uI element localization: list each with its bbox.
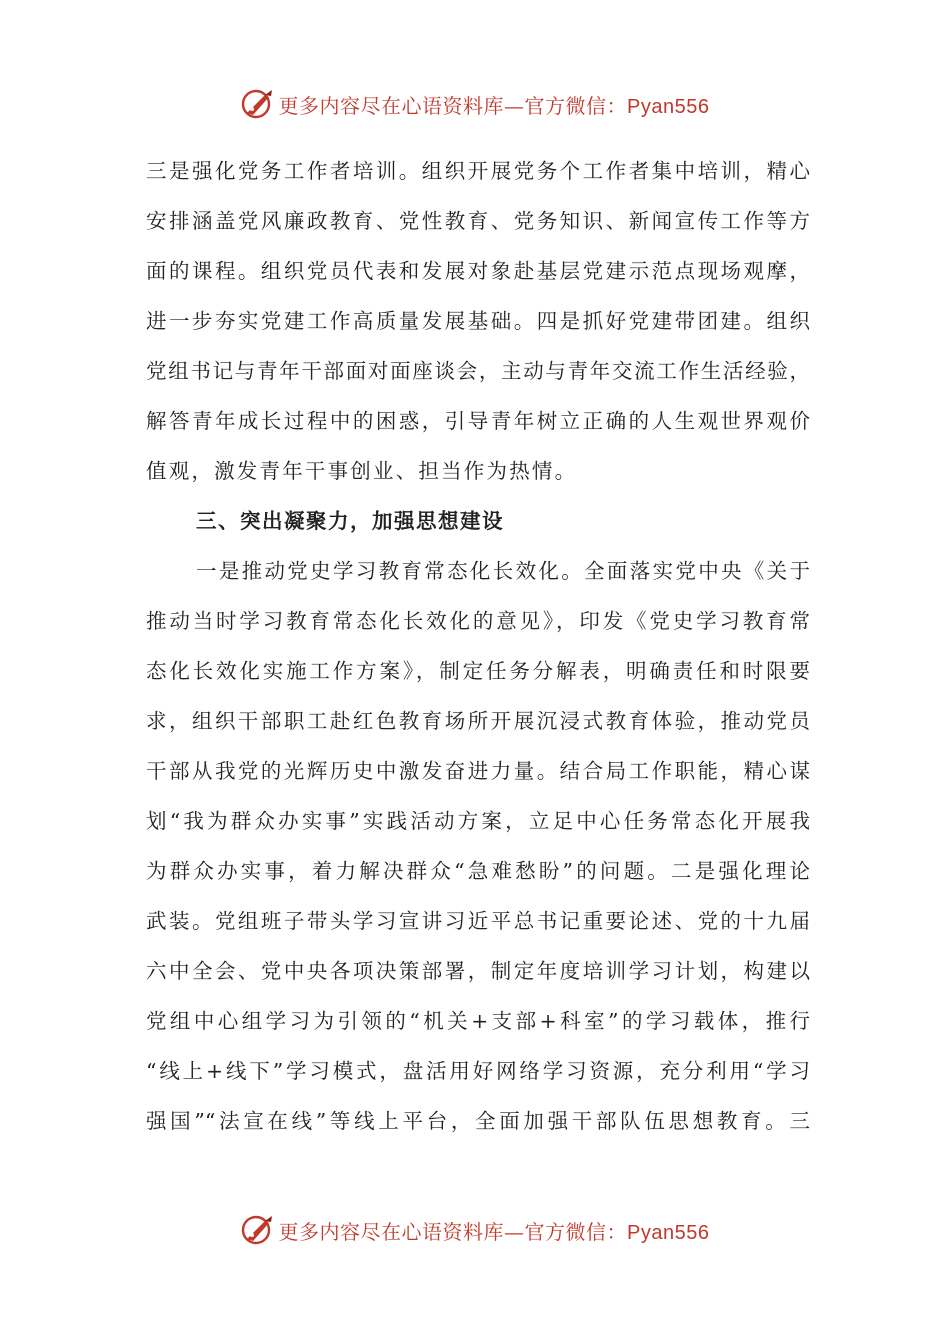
paragraph-line: 解答青年成长过程中的困惑，引导青年树立正确的人生观世界观价 <box>146 409 810 433</box>
footer-wechat-id: Pyan556 <box>627 1221 710 1244</box>
header-banner <box>0 84 950 124</box>
paragraph-line: 武装。党组班子带头学习宣讲习近平总书记重要论述、党的十九届 <box>146 909 810 933</box>
header-wechat-id: Pyan556 <box>627 95 710 118</box>
paragraph-2 <box>146 546 810 1146</box>
paragraph-line: 面的课程。组织党员代表和发展对象赴基层党建示范点现场观摩， <box>146 259 810 283</box>
pen-logo-icon <box>241 87 275 121</box>
section-heading: 三、突出凝聚力，加强思想建设 <box>196 509 504 533</box>
paragraph-line: 一是推动党史学习教育常态化长效化。全面落实党中央《关于 <box>196 559 810 583</box>
paragraph-line: 党组书记与青年干部面对面座谈会，主动与青年交流工作生活经验， <box>146 359 810 383</box>
pen-logo-icon <box>241 1213 275 1247</box>
paragraph-1 <box>146 146 810 496</box>
paragraph-line: 六中全会、党中央各项决策部署，制定年度培训学习计划，构建以 <box>146 959 810 983</box>
footer-banner <box>0 1210 950 1250</box>
paragraph-line: 推动当时学习教育常态化长效化的意见》，印发《党史学习教育常 <box>146 609 810 633</box>
paragraph-line: 划“我为群众办实事”实践活动方案，立足中心任务常态化开展我 <box>146 809 810 833</box>
paragraph-line: 进一步夯实党建工作高质量发展基础。四是抓好党建带团建。组织 <box>146 309 810 333</box>
paragraph-line: 安排涵盖党风廉政教育、党性教育、党务知识、新闻宣传工作等方 <box>146 209 810 233</box>
paragraph-line: 求，组织干部职工赴红色教育场所开展沉浸式教育体验，推动党员 <box>146 709 810 733</box>
paragraph-line: “线上+线下”学习模式，盘活用好网络学习资源，充分利用“学习 <box>146 1059 810 1083</box>
paragraph-line: 党组中心组学习为引领的“机关+支部+科室”的学习载体，推行 <box>146 1009 810 1033</box>
document-body <box>146 146 810 1146</box>
paragraph-line: 态化长效化实施工作方案》，制定任务分解表，明确责任和时限要 <box>146 659 810 683</box>
paragraph-line: 干部从我党的光辉历史中激发奋进力量。结合局工作职能，精心谋 <box>146 759 810 783</box>
paragraph-line: 强国”“法宣在线”等线上平台，全面加强干部队伍思想教育。三 <box>146 1109 810 1133</box>
paragraph-line: 三是强化党务工作者培训。组织开展党务个工作者集中培训，精心 <box>146 159 810 183</box>
footer-banner-text: 更多内容尽在心语资料库—官方微信：Pyan556 <box>278 1219 710 1244</box>
paragraph-line: 值观，激发青年干事创业、担当作为热情。 <box>146 459 578 483</box>
paragraph-line: 为群众办实事，着力解决群众“急难愁盼”的问题。二是强化理论 <box>146 859 810 883</box>
header-banner-text: 更多内容尽在心语资料库—官方微信：Pyan556 <box>278 93 710 118</box>
